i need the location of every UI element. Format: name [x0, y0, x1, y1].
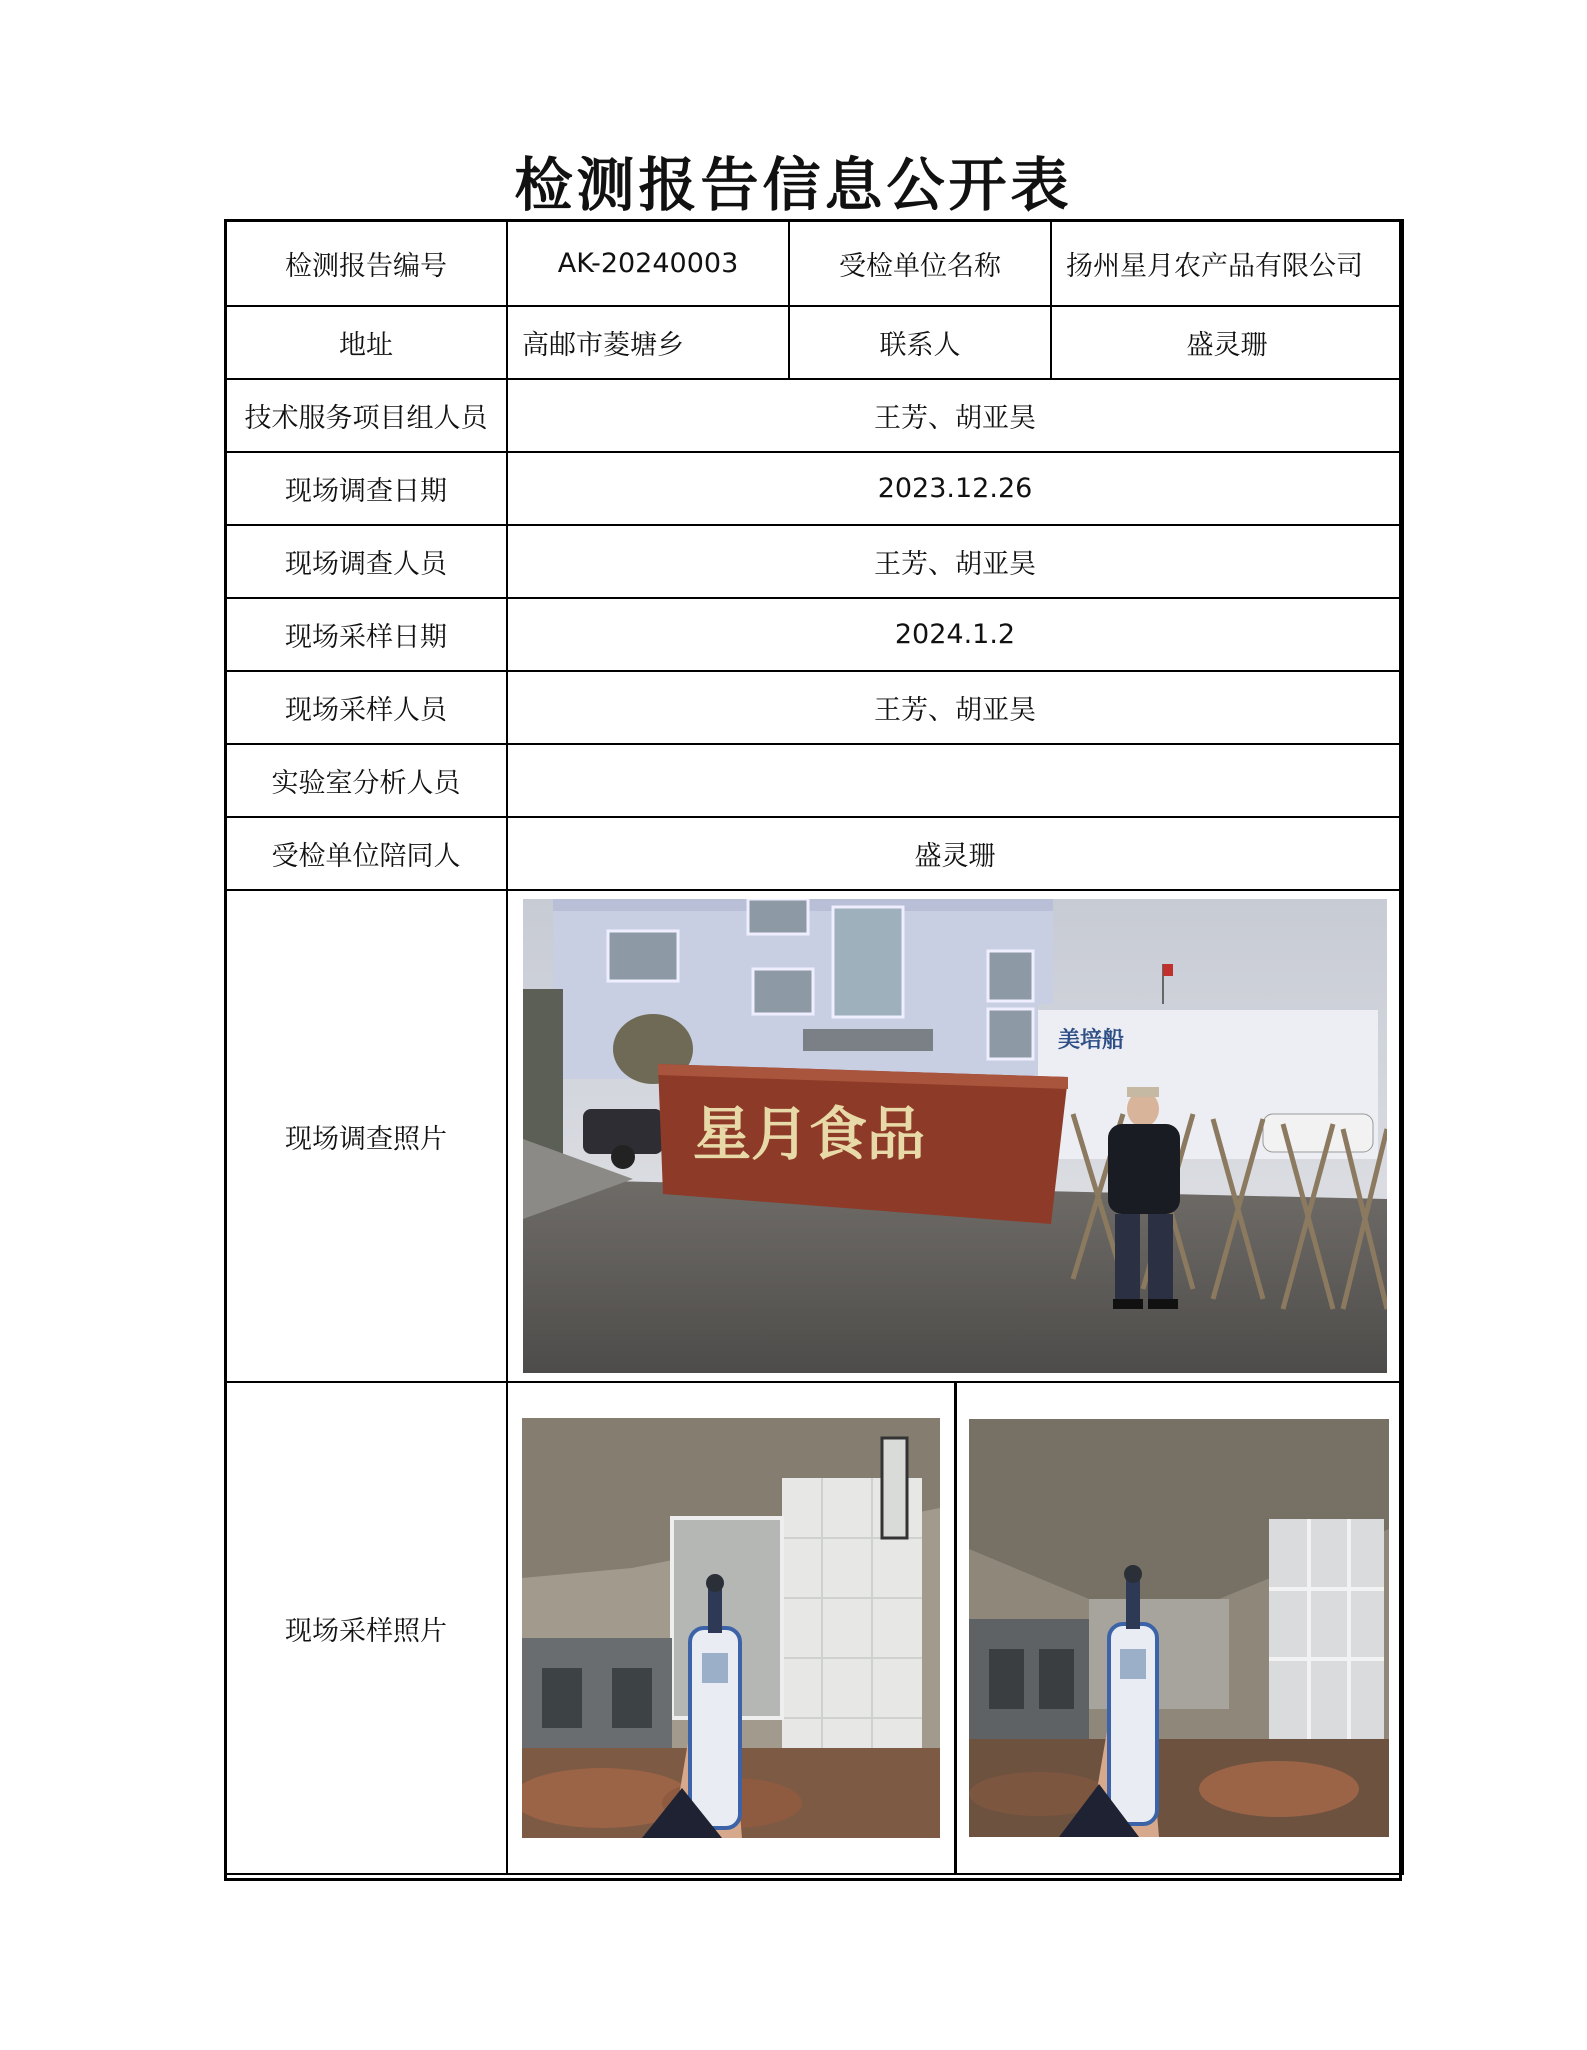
- row-value: 2023.12.26: [507, 452, 1403, 525]
- table-row: [225, 525, 1403, 598]
- address-label: 地址: [225, 306, 507, 379]
- survey-photo-label: 现场调查照片: [225, 890, 507, 1382]
- row-label: 现场调查人员: [225, 525, 507, 598]
- table-row: [225, 1382, 1403, 1874]
- report-table: [224, 219, 1404, 1875]
- row-label: 受检单位陪同人: [225, 817, 507, 890]
- survey-photo-cell: [507, 890, 1403, 1382]
- table-row: [225, 452, 1403, 525]
- row-value: 王芳、胡亚昊: [507, 525, 1403, 598]
- table-row: [225, 306, 1403, 379]
- sampling-photo-right-wrap: [957, 1383, 1403, 1873]
- unit-name-label: 受检单位名称: [789, 220, 1051, 306]
- page-title: 检测报告信息公开表: [514, 151, 1073, 219]
- contact-label: 联系人: [789, 306, 1051, 379]
- row-label: 技术服务项目组人员: [225, 379, 507, 452]
- row-label: 现场采样人员: [225, 671, 507, 744]
- report-no-value: AK-20240003: [507, 220, 789, 306]
- address-value: 高邮市菱塘乡: [507, 306, 789, 379]
- sign-text: 星月食品: [693, 1100, 926, 1168]
- table-row: [225, 220, 1403, 306]
- row-value: 王芳、胡亚昊: [507, 379, 1403, 452]
- table-row: [225, 379, 1403, 452]
- sampling-photo-right: [969, 1419, 1389, 1837]
- row-value: 2024.1.2: [507, 598, 1403, 671]
- sampling-photo-cell: [507, 1382, 1403, 1874]
- contact-value: 盛灵珊: [1051, 306, 1403, 379]
- table-row: [225, 817, 1403, 890]
- row-value: 王芳、胡亚昊: [507, 671, 1403, 744]
- sampling-photo-split: [508, 1383, 1402, 1873]
- row-value: 盛灵珊: [507, 817, 1403, 890]
- sampling-photo-left-wrap: [508, 1383, 957, 1873]
- sampling-photo-label: 现场采样照片: [225, 1382, 507, 1874]
- report-no-label: 检测报告编号: [225, 220, 507, 306]
- unit-name-value: 扬州星月农产品有限公司: [1051, 220, 1403, 306]
- table-row: [225, 744, 1403, 817]
- table-row: [225, 598, 1403, 671]
- building-sign-text: 美培船: [1058, 1028, 1125, 1053]
- table-row: [225, 890, 1403, 1382]
- row-label: 实验室分析人员: [225, 744, 507, 817]
- row-label: 现场调查日期: [225, 452, 507, 525]
- table-row: [225, 671, 1403, 744]
- row-value: [507, 744, 1403, 817]
- row-label: 现场采样日期: [225, 598, 507, 671]
- survey-photo: [523, 899, 1387, 1373]
- sampling-photo-left: [522, 1418, 940, 1838]
